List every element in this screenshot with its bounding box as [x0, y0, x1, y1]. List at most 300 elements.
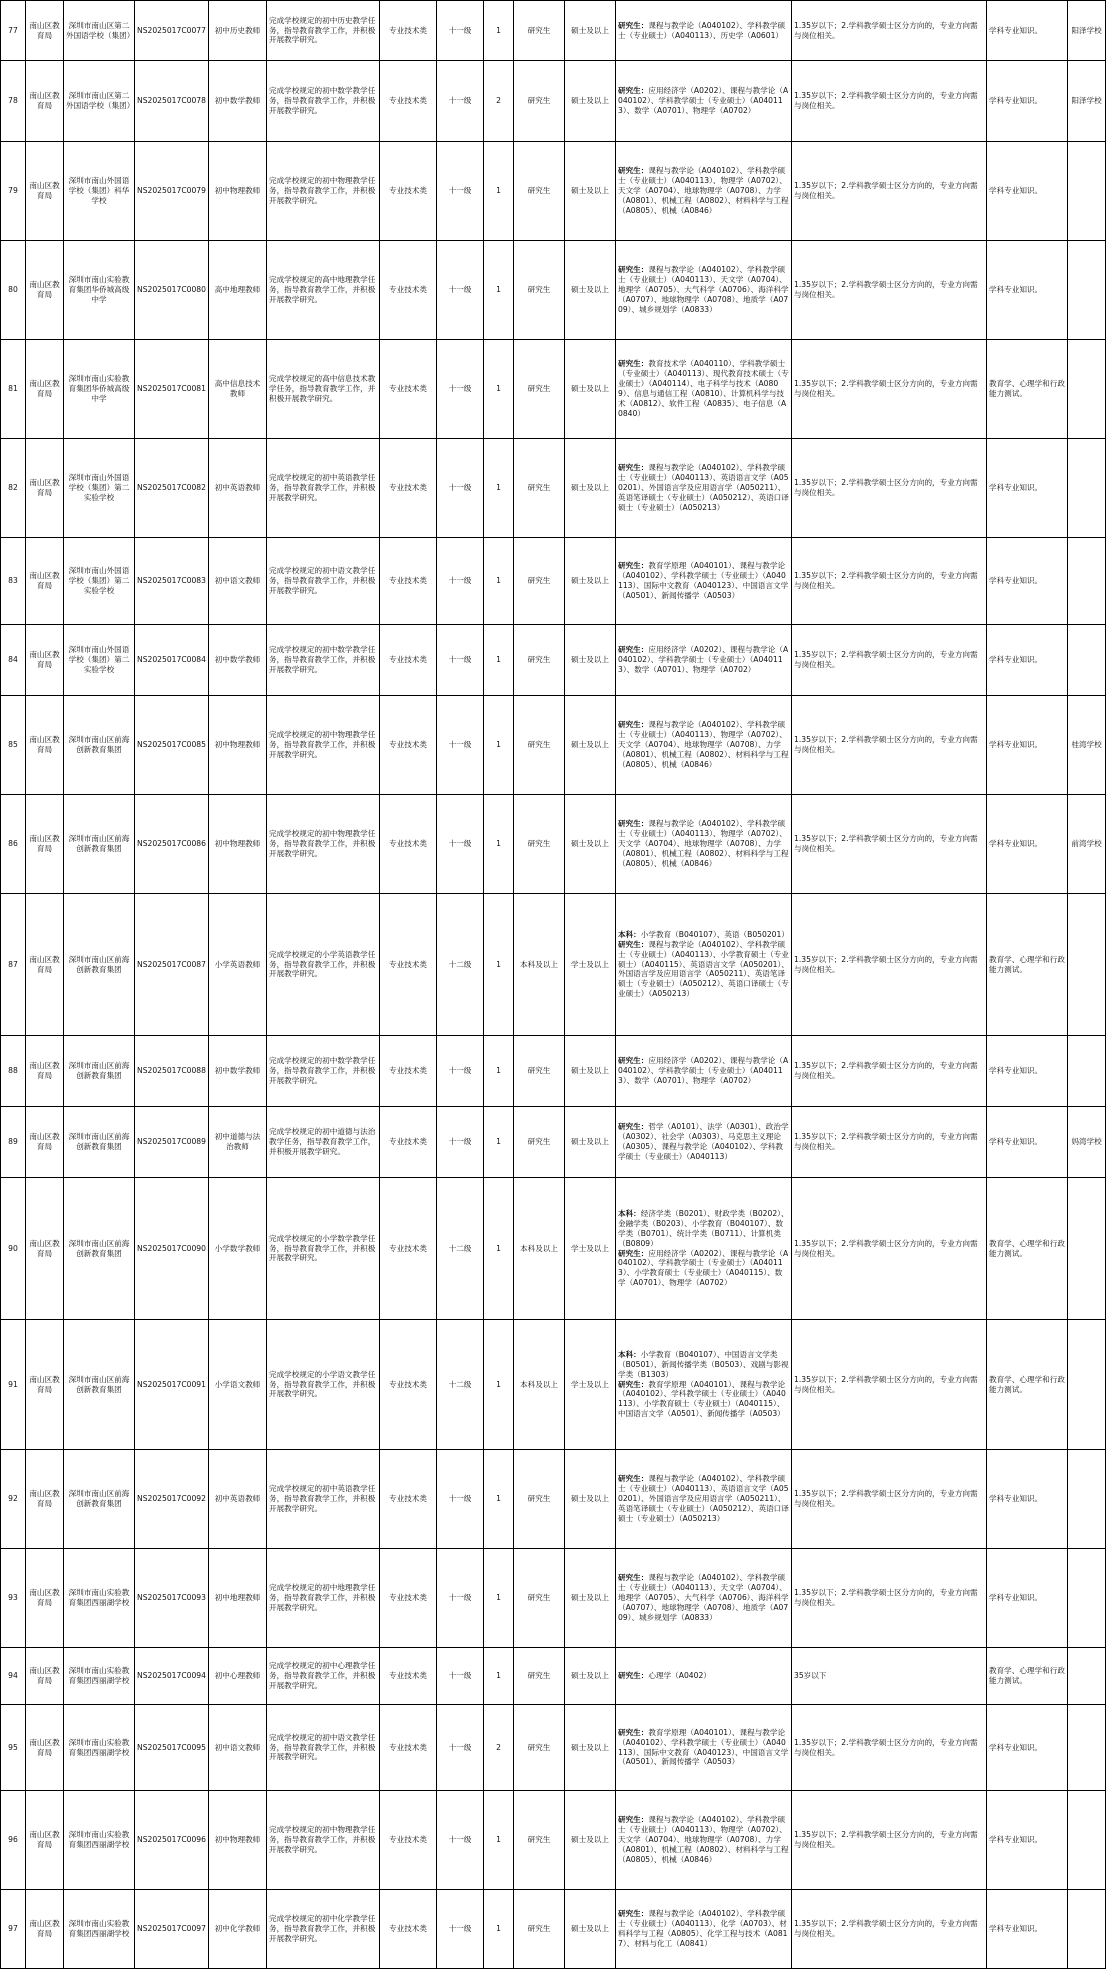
headcount-cell: 1 [484, 1890, 514, 1969]
headcount-cell: 1 [484, 538, 514, 625]
major-level-label: 研究生： [618, 20, 649, 30]
headcount-cell: 1 [484, 142, 514, 241]
level-cell: 十一级 [437, 142, 484, 241]
requirements-cell: 1.35岁以下；2.学科教学硕士区分方向的，专业方向需与岗位相关。 [792, 625, 987, 696]
category-cell: 专业技术类 [380, 1705, 437, 1791]
department-cell: 南山区教育局 [26, 538, 64, 625]
unit-cell: 深圳市南山区前海创新教育集团 [64, 1320, 135, 1450]
category-cell: 专业技术类 [380, 538, 437, 625]
headcount-cell: 1 [484, 795, 514, 894]
post-code-cell: NS2025017C0080 [135, 241, 209, 340]
major-group [618, 1815, 789, 1864]
post-code-cell: NS2025017C0088 [135, 1036, 209, 1107]
major-group [618, 265, 789, 314]
unit-cell: 深圳市南山区前海创新教育集团 [64, 1178, 135, 1320]
major-level-label: 研究生： [618, 1671, 649, 1681]
exam-cell: 学科专业知识。 [987, 538, 1068, 625]
category-cell: 专业技术类 [380, 625, 437, 696]
major-list: 经济学类（B0201）、财政学类（B0202）、金融学类（B0203）、小学教育（B040107）、数学类（B0701）、统计学类（B0711）、计算机类（B0809） [618, 1209, 789, 1248]
major-cell [616, 1791, 792, 1890]
major-group [618, 1728, 789, 1767]
degree-cell: 硕士及以上 [565, 142, 616, 241]
major-list: 教育学原理（A040101）、课程与教学论（A040102）、学科教学硕士（专业硕士）（A040113）、小学教育硕士（专业硕士）（A040115）、中国语言文学（A0501）、新闻传播学（A0503） [618, 1379, 786, 1419]
duty-cell: 完成学校规定的初中物理教学任务，指导教育教学工作，并积极开展教学研究。 [267, 696, 380, 795]
requirements-cell: 1.35岁以下；2.学科教学硕士区分方向的，专业方向需与岗位相关。 [792, 1791, 987, 1890]
table-row [1, 142, 1106, 241]
duty-cell: 完成学校规定的初中语文教学任务，指导教育教学工作，并积极开展教学研究。 [267, 1705, 380, 1791]
note-cell [1068, 625, 1106, 696]
education-cell: 本科及以上 [514, 1320, 565, 1450]
level-cell: 十一级 [437, 1036, 484, 1107]
major-group [618, 1056, 789, 1086]
major-cell [616, 241, 792, 340]
major-list: 课程与教学论（A040102）、学科教学硕士（专业硕士）（A040113）、物理学（A0702）、天文学（A0704）、地球物理学（A0708）、力学（A0801）、机械工程（A0802）、材料科学与工程（A0805）、机械（A0846） [618, 1815, 789, 1864]
table-row [1, 1107, 1106, 1178]
note-cell: 前湾学校 [1068, 795, 1106, 894]
department-cell: 南山区教育局 [26, 1648, 64, 1705]
category-cell: 专业技术类 [380, 439, 437, 538]
row-number: 85 [1, 696, 26, 795]
table-row [1, 241, 1106, 340]
unit-cell: 深圳市南山区前海创新教育集团 [64, 1450, 135, 1549]
post-name-cell: 初中英语教师 [209, 1450, 267, 1549]
major-cell [616, 894, 792, 1036]
post-code-cell: NS2025017C0077 [135, 1, 209, 61]
unit-cell: 深圳市南山区第二外国语学校（集团） [64, 61, 135, 142]
note-cell [1068, 1450, 1106, 1549]
degree-cell: 硕士及以上 [565, 625, 616, 696]
degree-cell: 硕士及以上 [565, 340, 616, 439]
major-level-label: 研究生： [618, 819, 649, 829]
major-list: 应用经济学（A0202）、课程与教学论（A040102）、学科教学硕士（专业硕士）（A040113）、数学（A0701）、物理学（A0702） [618, 86, 789, 115]
post-code-cell: NS2025017C0090 [135, 1178, 209, 1320]
note-cell [1068, 1791, 1106, 1890]
department-cell: 南山区教育局 [26, 696, 64, 795]
requirements-cell: 1.35岁以下；2.学科教学硕士区分方向的，专业方向需与岗位相关。 [792, 1549, 987, 1648]
note-cell: 妈湾学校 [1068, 1107, 1106, 1178]
major-list: 小学教育（B040107）、英语（B050201） [640, 929, 789, 939]
requirements-cell: 1.35岁以下；2.学科教学硕士区分方向的，专业方向需与岗位相关。 [792, 1705, 987, 1791]
major-group [618, 1671, 789, 1681]
note-cell: 桂湾学校 [1068, 696, 1106, 795]
headcount-cell: 1 [484, 1036, 514, 1107]
duty-cell: 完成学校规定的初中道德与法治教学任务，指导教育教学工作，并积极开展教学研究。 [267, 1107, 380, 1178]
post-code-cell: NS2025017C0097 [135, 1890, 209, 1969]
requirements-cell: 1.35岁以下；2.学科教学硕士区分方向的，专业方向需与岗位相关。 [792, 1107, 987, 1178]
post-name-cell: 初中数学教师 [209, 625, 267, 696]
unit-cell: 深圳市南山区前海创新教育集团 [64, 696, 135, 795]
headcount-cell: 2 [484, 1705, 514, 1791]
major-list: 课程与教学论（A040102）、学科教学硕士（专业硕士）（A040113）、小学教育硕士（专业硕士）（A040115）、英语语言文学（A050201）、外国语言学及应用语言学（A050211）、英语笔译硕士（专业硕士）（A050212）、英语口译硕士（专业硕士）（A050213） [618, 939, 789, 999]
major-cell [616, 1705, 792, 1791]
department-cell: 南山区教育局 [26, 795, 64, 894]
headcount-cell: 1 [484, 1648, 514, 1705]
major-group [618, 86, 789, 116]
degree-cell: 学士及以上 [565, 1178, 616, 1320]
note-cell [1068, 1648, 1106, 1705]
level-cell: 十一级 [437, 1648, 484, 1705]
unit-cell: 深圳市南山实验教育集团西丽湖学校 [64, 1549, 135, 1648]
major-cell [616, 625, 792, 696]
row-number: 93 [1, 1549, 26, 1648]
major-cell [616, 1890, 792, 1969]
category-cell: 专业技术类 [380, 1791, 437, 1890]
level-cell: 十一级 [437, 1450, 484, 1549]
table-row [1, 1648, 1106, 1705]
table-body [1, 1, 1106, 1969]
level-cell: 十一级 [437, 1, 484, 61]
unit-cell: 深圳市南山实验教育集团西丽湖学校 [64, 1791, 135, 1890]
exam-cell: 学科专业知识。 [987, 1890, 1068, 1969]
major-level-label: 本科： [618, 929, 641, 939]
major-group [618, 645, 789, 675]
duty-cell: 完成学校规定的初中语文教学任务，指导教育教学工作，并积极开展教学研究。 [267, 538, 380, 625]
table-row [1, 1705, 1106, 1791]
headcount-cell: 1 [484, 696, 514, 795]
major-list: 教育学原理（A040101）、课程与教学论（A040102）、学科教学硕士（专业硕士）（A040113）、国际中文教育（A040123）、中国语言文学（A0501）、新闻传播学（A0503） [618, 561, 789, 600]
degree-cell: 学士及以上 [565, 894, 616, 1036]
unit-cell: 深圳市南山区前海创新教育集团 [64, 894, 135, 1036]
row-number: 84 [1, 625, 26, 696]
major-group [618, 819, 789, 868]
row-number: 79 [1, 142, 26, 241]
category-cell: 专业技术类 [380, 894, 437, 1036]
major-cell [616, 1549, 792, 1648]
unit-cell: 深圳市南山实验教育集团华侨城高级中学 [64, 241, 135, 340]
table-row [1, 61, 1106, 142]
post-code-cell: NS2025017C0093 [135, 1549, 209, 1648]
major-level-label: 研究生： [618, 1909, 649, 1919]
headcount-cell: 1 [484, 1450, 514, 1549]
note-cell [1068, 1705, 1106, 1791]
degree-cell: 硕士及以上 [565, 1648, 616, 1705]
row-number: 81 [1, 340, 26, 439]
degree-cell: 学士及以上 [565, 1320, 616, 1450]
duty-cell: 完成学校规定的初中数学教学任务，指导教育教学工作，并积极开展教学研究。 [267, 625, 380, 696]
note-cell [1068, 340, 1106, 439]
category-cell: 专业技术类 [380, 1648, 437, 1705]
requirements-cell: 1.35岁以下；2.学科教学硕士区分方向的，专业方向需与岗位相关。 [792, 538, 987, 625]
note-cell [1068, 1890, 1106, 1969]
post-code-cell: NS2025017C0083 [135, 538, 209, 625]
exam-cell: 学科专业知识。 [987, 1036, 1068, 1107]
exam-cell: 学科专业知识。 [987, 241, 1068, 340]
post-name-cell: 初中语文教师 [209, 1705, 267, 1791]
unit-cell: 深圳市南山实验教育集团西丽湖学校 [64, 1648, 135, 1705]
duty-cell: 完成学校规定的初中物理教学任务，指导教育教学工作，并积极开展教学研究。 [267, 795, 380, 894]
education-cell: 研究生 [514, 1791, 565, 1890]
degree-cell: 硕士及以上 [565, 1036, 616, 1107]
degree-cell: 硕士及以上 [565, 1705, 616, 1791]
requirements-cell: 1.35岁以下；2.学科教学硕士区分方向的，专业方向需与岗位相关。 [792, 241, 987, 340]
duty-cell: 完成学校规定的初中物理教学任务，指导教育教学工作，并积极开展教学研究。 [267, 142, 380, 241]
post-name-cell: 初中物理教师 [209, 1791, 267, 1890]
exam-cell: 学科专业知识。 [987, 439, 1068, 538]
unit-cell: 深圳市南山实验教育集团华侨城高级中学 [64, 340, 135, 439]
department-cell: 南山区教育局 [26, 1705, 64, 1791]
post-code-cell: NS2025017C0096 [135, 1791, 209, 1890]
post-name-cell: 初中物理教师 [209, 696, 267, 795]
row-number: 80 [1, 241, 26, 340]
major-list: 课程与教学论（A040102）、学科教学硕士（专业硕士）（A040113）、物理学（A0702）、天文学（A0704）、地球物理学（A0708）、力学（A0801）、机械工程（A0802）、材料科学与工程（A0805）、机械（A0846） [618, 720, 789, 769]
major-list: 课程与教学论（A040102）、学科教学硕士（专业硕士）（A040113）、天文学（A0704）、地理学（A0705）、大气科学（A0706）、海洋科学（A0707）、地球物理学（A0708）、地质学（A0709）、城乡规划学（A0833） [618, 265, 789, 314]
row-number: 92 [1, 1450, 26, 1549]
major-group [618, 930, 789, 940]
education-cell: 研究生 [514, 1705, 565, 1791]
post-name-cell: 初中物理教师 [209, 795, 267, 894]
department-cell: 南山区教育局 [26, 625, 64, 696]
note-cell [1068, 439, 1106, 538]
duty-cell: 完成学校规定的初中心理教学任务，指导教育教学工作，并积极开展教学研究。 [267, 1648, 380, 1705]
major-level-label: 本科： [618, 1209, 641, 1219]
unit-cell: 深圳市南山外国语学校（集团）科华学校 [64, 142, 135, 241]
duty-cell: 完成学校规定的初中英语教学任务，指导教育教学工作，并积极开展教学研究。 [267, 439, 380, 538]
post-code-cell: NS2025017C0078 [135, 61, 209, 142]
category-cell: 专业技术类 [380, 795, 437, 894]
duty-cell: 完成学校规定的初中数学教学任务，指导教育教学工作，并积极开展教学研究。 [267, 1036, 380, 1107]
level-cell: 十二级 [437, 1178, 484, 1320]
duty-cell: 完成学校规定的小学英语教学任务，指导教育教学工作，并积极开展教学研究。 [267, 894, 380, 1036]
major-level-label: 研究生： [618, 86, 649, 96]
post-code-cell: NS2025017C0082 [135, 439, 209, 538]
major-level-label: 研究生： [618, 1573, 649, 1583]
major-level-label: 研究生： [618, 1248, 649, 1258]
education-cell: 研究生 [514, 1890, 565, 1969]
category-cell: 专业技术类 [380, 1178, 437, 1320]
requirements-cell: 35岁以下 [792, 1648, 987, 1705]
major-cell [616, 1648, 792, 1705]
major-group [618, 1350, 789, 1380]
post-code-cell: NS2025017C0094 [135, 1648, 209, 1705]
category-cell: 专业技术类 [380, 1549, 437, 1648]
degree-cell: 硕士及以上 [565, 241, 616, 340]
post-name-cell: 小学数学教师 [209, 1178, 267, 1320]
post-code-cell: NS2025017C0084 [135, 625, 209, 696]
note-cell [1068, 1320, 1106, 1450]
major-level-label: 本科： [618, 1349, 641, 1359]
requirements-cell: 1.35岁以下；2.学科教学硕士区分方向的，专业方向需与岗位相关。 [792, 1036, 987, 1107]
degree-cell: 硕士及以上 [565, 1890, 616, 1969]
major-group [618, 21, 789, 41]
major-list: 应用经济学（A0202）、课程与教学论（A040102）、学科教学硕士（专业硕士）（A040113）、小学教育硕士（专业硕士）（A040115）、数学（A0701）、物理学（A0702） [618, 1248, 789, 1288]
level-cell: 十一级 [437, 625, 484, 696]
education-cell: 研究生 [514, 795, 565, 894]
headcount-cell: 2 [484, 61, 514, 142]
department-cell: 南山区教育局 [26, 1890, 64, 1969]
post-name-cell: 初中历史教师 [209, 1, 267, 61]
post-code-cell: NS2025017C0085 [135, 696, 209, 795]
exam-cell: 学科专业知识。 [987, 1107, 1068, 1178]
post-name-cell: 高中信息技术教师 [209, 340, 267, 439]
exam-cell: 教育学、心理学和行政能力测试。 [987, 1648, 1068, 1705]
education-cell: 研究生 [514, 241, 565, 340]
row-number: 90 [1, 1178, 26, 1320]
major-level-label: 研究生： [618, 720, 649, 730]
level-cell: 十二级 [437, 1320, 484, 1450]
duty-cell: 完成学校规定的小学数学教学任务，指导教育教学工作，并积极开展教学研究。 [267, 1178, 380, 1320]
major-cell [616, 1450, 792, 1549]
major-level-label: 研究生： [618, 265, 649, 275]
major-cell [616, 340, 792, 439]
degree-cell: 硕士及以上 [565, 1107, 616, 1178]
table-row [1, 1178, 1106, 1320]
major-list: 心理学（A0402） [648, 1671, 711, 1681]
degree-cell: 硕士及以上 [565, 1549, 616, 1648]
major-level-label: 研究生： [618, 359, 649, 369]
unit-cell: 深圳市南山外国语学校（集团）第二实验学校 [64, 439, 135, 538]
degree-cell: 硕士及以上 [565, 1791, 616, 1890]
row-number: 97 [1, 1890, 26, 1969]
major-list: 小学教育（B040107）、中国语言文学类（B0501）、新闻传播学类（B0503）、戏剧与影视学类（B1303） [618, 1349, 789, 1379]
degree-cell: 硕士及以上 [565, 696, 616, 795]
row-number: 83 [1, 538, 26, 625]
post-name-cell: 初中心理教师 [209, 1648, 267, 1705]
post-code-cell: NS2025017C0079 [135, 142, 209, 241]
duty-cell: 完成学校规定的高中信息技术教学任务，指导教育教学工作，并积极开展教学研究。 [267, 340, 380, 439]
major-list: 教育技术学（A040110）、学科教学硕士（专业硕士）（A040113）、现代教育技术硕士（专业硕士）（A040114）、电子科学与技术（A0809）、信息与通信工程（A0810）、计算机科学与技术（A0812）、软件工程（A0835）、电子信息（A0840） [618, 359, 789, 418]
major-group [618, 1474, 789, 1523]
education-cell: 本科及以上 [514, 894, 565, 1036]
row-number: 77 [1, 1, 26, 61]
table-row [1, 795, 1106, 894]
requirements-cell: 1.35岁以下；2.学科教学硕士区分方向的，专业方向需与岗位相关。 [792, 340, 987, 439]
category-cell: 专业技术类 [380, 1107, 437, 1178]
degree-cell: 硕士及以上 [565, 538, 616, 625]
department-cell: 南山区教育局 [26, 61, 64, 142]
headcount-cell: 1 [484, 625, 514, 696]
major-list: 课程与教学论（A040102）、学科教学硕士（专业硕士）（A040113）、英语语言文学（A050201）、外国语言学及应用语言学（A050211）、英语笔译硕士（专业硕士）（A050212）、英语口译硕士（专业硕士）（A050213） [618, 1474, 789, 1523]
major-group [618, 463, 789, 512]
requirements-cell: 1.35岁以下；2.学科教学硕士区分方向的，专业方向需与岗位相关。 [792, 439, 987, 538]
requirements-cell: 1.35岁以下；2.学科教学硕士区分方向的，专业方向需与岗位相关。 [792, 142, 987, 241]
degree-cell: 硕士及以上 [565, 1, 616, 61]
education-cell: 研究生 [514, 538, 565, 625]
major-cell [616, 538, 792, 625]
department-cell: 南山区教育局 [26, 1450, 64, 1549]
unit-cell: 深圳市南山外国语学校（集团）第二实验学校 [64, 625, 135, 696]
major-cell [616, 1036, 792, 1107]
unit-cell: 深圳市南山区前海创新教育集团 [64, 1036, 135, 1107]
department-cell: 南山区教育局 [26, 142, 64, 241]
post-code-cell: NS2025017C0091 [135, 1320, 209, 1450]
unit-cell: 深圳市南山实验教育集团西丽湖学校 [64, 1705, 135, 1791]
post-code-cell: NS2025017C0087 [135, 894, 209, 1036]
table-row [1, 439, 1106, 538]
table-row [1, 1549, 1106, 1648]
post-name-cell: 初中数学教师 [209, 61, 267, 142]
requirements-cell: 1.35岁以下；2.学科教学硕士区分方向的，专业方向需与岗位相关。 [792, 795, 987, 894]
major-level-label: 研究生： [618, 1727, 649, 1737]
duty-cell: 完成学校规定的初中历史教学任务，指导教育教学工作，并积极开展教学研究。 [267, 1, 380, 61]
major-level-label: 研究生： [618, 1056, 649, 1066]
category-cell: 专业技术类 [380, 1320, 437, 1450]
table-row [1, 1, 1106, 61]
major-cell [616, 1178, 792, 1320]
major-level-label: 研究生： [618, 1379, 649, 1389]
table-row [1, 1890, 1106, 1969]
major-level-label: 研究生： [618, 1122, 649, 1132]
requirements-cell: 1.35岁以下；2.学科教学硕士区分方向的，专业方向需与岗位相关。 [792, 1890, 987, 1969]
post-name-cell: 小学英语教师 [209, 894, 267, 1036]
level-cell: 十一级 [437, 1107, 484, 1178]
exam-cell: 学科专业知识。 [987, 625, 1068, 696]
headcount-cell: 1 [484, 1178, 514, 1320]
exam-cell: 学科专业知识。 [987, 696, 1068, 795]
note-cell [1068, 538, 1106, 625]
major-list: 教育学原理（A040101）、课程与教学论（A040102）、学科教学硕士（专业硕士）（A040113）、国际中文教育（A040123）、中国语言文学（A0501）、新闻传播学（A0503） [618, 1727, 789, 1767]
level-cell: 十一级 [437, 1705, 484, 1791]
duty-cell: 完成学校规定的高中地理教学任务，指导教育教学工作，并积极开展教学研究。 [267, 241, 380, 340]
major-level-label: 研究生： [618, 939, 649, 949]
education-cell: 研究生 [514, 1036, 565, 1107]
note-cell [1068, 1036, 1106, 1107]
exam-cell: 学科专业知识。 [987, 1, 1068, 61]
category-cell: 专业技术类 [380, 61, 437, 142]
education-cell: 研究生 [514, 1549, 565, 1648]
major-level-label: 研究生： [618, 1815, 649, 1825]
department-cell: 南山区教育局 [26, 1549, 64, 1648]
education-cell: 研究生 [514, 1, 565, 61]
major-group [618, 1249, 789, 1288]
major-group [618, 940, 789, 999]
post-code-cell: NS2025017C0089 [135, 1107, 209, 1178]
headcount-cell: 1 [484, 1320, 514, 1450]
major-cell [616, 61, 792, 142]
department-cell: 南山区教育局 [26, 1107, 64, 1178]
note-cell [1068, 894, 1106, 1036]
level-cell: 十一级 [437, 795, 484, 894]
row-number: 88 [1, 1036, 26, 1107]
exam-cell: 学科专业知识。 [987, 61, 1068, 142]
major-list: 课程与教学论（A040102）、学科教学硕士（专业硕士）（A040113）、物理学（A0702）、天文学（A0704）、地球物理学（A0708）、力学（A0801）、机械工程（A0802）、材料科学与工程（A0805）、机械（A0846） [618, 166, 789, 215]
major-level-label: 研究生： [618, 645, 649, 655]
major-cell [616, 795, 792, 894]
requirements-cell: 1.35岁以下；2.学科教学硕士区分方向的，专业方向需与岗位相关。 [792, 696, 987, 795]
level-cell: 十一级 [437, 696, 484, 795]
post-name-cell: 初中数学教师 [209, 1036, 267, 1107]
headcount-cell: 1 [484, 894, 514, 1036]
major-group [618, 1380, 789, 1419]
duty-cell: 完成学校规定的初中化学教学任务，指导教育教学工作，并积极开展教学研究。 [267, 1890, 380, 1969]
education-cell: 研究生 [514, 439, 565, 538]
major-list: 课程与教学论（A040102）、学科教学硕士（专业硕士）（A040113）、物理学（A0702）、天文学（A0704）、地球物理学（A0708）、力学（A0801）、机械工程（A0802）、材料科学与工程（A0805）、机械（A0846） [618, 819, 789, 868]
major-list: 课程与教学论（A040102）、学科教学硕士（专业硕士）（A040113）、历史学（A0601） [618, 20, 786, 40]
duty-cell: 完成学校规定的初中地理教学任务，指导教育教学工作，并积极开展教学研究。 [267, 1549, 380, 1648]
education-cell: 研究生 [514, 1648, 565, 1705]
headcount-cell: 1 [484, 1107, 514, 1178]
major-level-label: 研究生： [618, 463, 649, 473]
requirements-cell: 1.35岁以下；2.学科教学硕士区分方向的，专业方向需与岗位相关。 [792, 1, 987, 61]
department-cell: 南山区教育局 [26, 1178, 64, 1320]
exam-cell: 教育学、心理学和行政能力测试。 [987, 340, 1068, 439]
level-cell: 十一级 [437, 1791, 484, 1890]
major-list: 哲学（A0101）、法学（A0301）、政治学（A0302）、社会学（A0303）、马克思主义理论（A0305）、课程与教学论（A040102）、学科教学硕士（专业硕士）（A040113） [618, 1122, 789, 1161]
major-group [618, 1122, 789, 1161]
level-cell: 十一级 [437, 538, 484, 625]
major-group [618, 1909, 789, 1948]
major-group [618, 561, 789, 600]
major-list: 应用经济学（A0202）、课程与教学论（A040102）、学科教学硕士（专业硕士）（A040113）、数学（A0701）、物理学（A0702） [618, 645, 789, 674]
exam-cell: 教育学、心理学和行政能力测试。 [987, 894, 1068, 1036]
note-cell [1068, 1178, 1106, 1320]
exam-cell: 教育学、心理学和行政能力测试。 [987, 1320, 1068, 1450]
table-row [1, 894, 1106, 1036]
exam-cell: 学科专业知识。 [987, 795, 1068, 894]
category-cell: 专业技术类 [380, 1, 437, 61]
exam-cell: 教育学、心理学和行政能力测试。 [987, 1178, 1068, 1320]
education-cell: 研究生 [514, 625, 565, 696]
major-cell [616, 1107, 792, 1178]
